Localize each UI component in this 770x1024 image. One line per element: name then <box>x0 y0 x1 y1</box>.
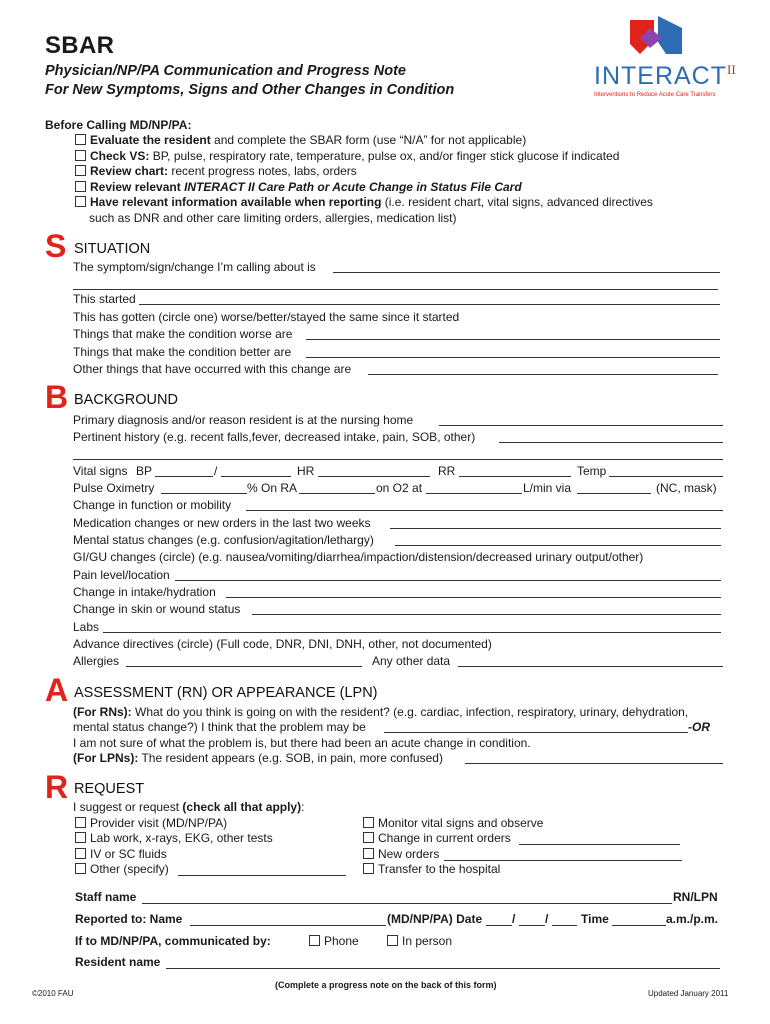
situation-symptom-field-2[interactable] <box>73 289 718 290</box>
logo-mark-icon <box>626 14 686 62</box>
pulseox-via-field[interactable] <box>577 493 651 494</box>
pulseox-on-o2: on O2 at <box>376 481 423 495</box>
bg-medication-field[interactable] <box>390 528 721 529</box>
vitals-bp-diastolic-field[interactable] <box>221 476 291 477</box>
request-intro: I suggest or request (check all that apply): <box>73 800 305 814</box>
staff-rnlpn: RN/LPN <box>673 890 718 904</box>
bg-pain-label: Pain level/location <box>73 568 170 582</box>
request-lab-work: Lab work, x-rays, EKG, other tests <box>75 831 273 846</box>
time-ampm: a.m./p.m. <box>666 912 719 926</box>
checkbox[interactable] <box>309 935 320 946</box>
situation-better-field[interactable] <box>306 357 720 358</box>
request-monitor-vitals: Monitor vital signs and observe <box>363 816 543 831</box>
bg-mental-label: Mental status changes (e.g. confusion/agitation/lethargy) <box>73 533 374 547</box>
bg-mental-field[interactable] <box>395 545 721 546</box>
situation-other-field[interactable] <box>368 374 718 375</box>
bg-otherdata-field[interactable] <box>458 666 723 667</box>
background-history-label: Pertinent history (e.g. recent falls,fever, decreased intake, pain, SOB, other) <box>73 430 476 444</box>
before-continuation: such as DNR and other care limiting orders, allergies, medication list) <box>89 211 457 225</box>
time-field[interactable] <box>612 925 666 926</box>
page-title: SBAR <box>45 32 115 59</box>
resident-name-label: Resident name <box>75 955 161 969</box>
request-change-orders-field[interactable] <box>519 844 680 845</box>
checkbox[interactable] <box>75 150 86 161</box>
before-item-1: Evaluate the resident and complete the SBAR form (use “N/A” for not applicable) <box>75 133 526 148</box>
request-iv-fluids: IV or SC fluids <box>75 847 167 862</box>
pulseox-o2-field[interactable] <box>299 493 375 494</box>
background-history-field[interactable] <box>499 442 723 443</box>
request-new-orders: New orders <box>363 847 439 862</box>
communicated-label: If to MD/NP/PA, communicated by: <box>75 934 271 948</box>
request-change-orders: Change in current orders <box>363 831 511 846</box>
date-slash-2: / <box>545 912 549 926</box>
footer-updated: Updated January 2011 <box>648 989 729 998</box>
checkbox[interactable] <box>75 848 86 859</box>
pulseox-ra-field[interactable] <box>161 493 247 494</box>
situation-symptom-field[interactable] <box>333 272 720 273</box>
bg-allergies-field[interactable] <box>126 666 362 667</box>
background-heading: BACKGROUND <box>74 392 178 408</box>
assessment-lpn-field[interactable] <box>465 763 723 764</box>
section-letter-r: R <box>45 769 69 805</box>
bg-skin-label: Change in skin or wound status <box>73 602 241 616</box>
vitals-temp-field[interactable] <box>609 476 723 477</box>
bg-otherdata-label: Any other data <box>372 654 451 668</box>
bg-labs-label: Labs <box>73 620 100 634</box>
vitals-rr-label: RR <box>438 464 456 478</box>
checkbox[interactable] <box>363 848 374 859</box>
time-label: Time <box>581 912 609 926</box>
request-new-orders-field[interactable] <box>444 860 682 861</box>
bg-labs-field[interactable] <box>103 632 721 633</box>
situation-gotten: This has gotten (circle one) worse/better/stayed the same since it started <box>73 310 460 324</box>
checkbox[interactable] <box>363 817 374 828</box>
assessment-unsure: I am not sure of what the problem is, but there had been an acute change in condition. <box>73 736 531 750</box>
request-other-field[interactable] <box>178 875 346 876</box>
vitals-hr-label: HR <box>297 464 315 478</box>
background-history-field-2[interactable] <box>73 459 723 460</box>
checkbox[interactable] <box>75 817 86 828</box>
assessment-problem-field[interactable] <box>384 732 688 733</box>
pulseox-lmin-field[interactable] <box>426 493 522 494</box>
situation-started-field[interactable] <box>139 304 720 305</box>
pulseox-nc: (NC, mask) <box>656 481 717 495</box>
subtitle-line-1: Physician/NP/PA Communication and Progress Note <box>45 63 406 79</box>
situation-worse-label: Things that make the condition worse are <box>73 327 293 341</box>
request-provider-visit: Provider visit (MD/NP/PA) <box>75 816 227 831</box>
checkbox[interactable] <box>363 863 374 874</box>
bg-function-field[interactable] <box>246 510 723 511</box>
vitals-bp-label: BP <box>136 464 153 478</box>
before-item-5: Have relevant information available when reporting (i.e. resident chart, vital signs, advanced directives <box>75 195 653 210</box>
checkbox[interactable] <box>363 832 374 843</box>
bg-intake-field[interactable] <box>226 597 721 598</box>
communicated-phone: Phone <box>309 934 359 949</box>
subtitle-line-2: For New Symptoms, Signs and Other Changes in Condition <box>45 82 455 98</box>
situation-heading: SITUATION <box>74 241 151 257</box>
bg-gigu-label: GI/GU changes (circle) (e.g. nausea/vomiting/diarrhea/impaction/distension/decreased urinary output/other) <box>73 550 644 564</box>
before-item-3: Review chart: recent progress notes, labs, orders <box>75 164 357 179</box>
situation-symptom-label: The symptom/sign/change I’m calling about is <box>73 260 316 274</box>
staff-name-field[interactable] <box>142 903 672 904</box>
assessment-rn-line-2: mental status change?) I think that the problem may be <box>73 720 366 734</box>
bg-skin-field[interactable] <box>252 614 721 615</box>
request-other: Other (specify) <box>75 862 169 877</box>
checkbox[interactable] <box>387 935 398 946</box>
assessment-heading: ASSESSMENT (RN) OR APPEARANCE (LPN) <box>74 685 378 701</box>
situation-worse-field[interactable] <box>306 339 720 340</box>
logo-superscript: II <box>727 62 736 77</box>
bg-advance-label: Advance directives (circle) (Full code, DNR, DNI, DNH, other, not documented) <box>73 637 492 651</box>
resident-name-field[interactable] <box>166 968 720 969</box>
vitals-label: Vital signs <box>73 464 128 478</box>
date-month-field[interactable] <box>486 925 512 926</box>
pulseox-label: Pulse Oximetry <box>73 481 155 495</box>
footer-note: (Complete a progress note on the back of this form) <box>275 980 497 990</box>
bg-intake-label: Change in intake/hydration <box>73 585 216 599</box>
reported-date-label: (MD/NP/PA) Date <box>387 912 483 926</box>
date-year-field[interactable] <box>552 925 577 926</box>
assessment-lpn-line: (For LPNs): The resident appears (e.g. SOB, in pain, more confused) <box>73 751 443 765</box>
date-slash-1: / <box>512 912 516 926</box>
situation-better-label: Things that make the condition better are <box>73 345 292 359</box>
bg-medication-label: Medication changes or new orders in the last two weeks <box>73 516 371 530</box>
vitals-bp-slash: / <box>214 464 218 478</box>
date-day-field[interactable] <box>519 925 545 926</box>
checkbox[interactable] <box>75 863 86 874</box>
checkbox[interactable] <box>75 165 86 176</box>
bg-function-label: Change in function or mobility <box>73 498 232 512</box>
section-letter-b: B <box>45 379 69 415</box>
assessment-rn-line: (For RNs): What do you think is going on with the resident? (e.g. cardiac, infection, respiratory, urinary, dehydration, <box>73 705 689 719</box>
pulseox-on-ra: % On RA <box>247 481 298 495</box>
before-heading: Before Calling MD/NP/PA: <box>45 118 192 132</box>
footer-copyright: ©2010 FAU <box>32 989 74 998</box>
checkbox[interactable] <box>75 832 86 843</box>
logo-text: INTERACT <box>594 62 727 90</box>
vitals-temp-label: Temp <box>577 464 607 478</box>
vitals-rr-field[interactable] <box>459 476 571 477</box>
section-letter-a: A <box>45 672 69 708</box>
vitals-hr-field[interactable] <box>318 476 430 477</box>
reported-to-field[interactable] <box>190 925 386 926</box>
staff-name-label: Staff name <box>75 890 137 904</box>
interact-logo <box>592 14 736 99</box>
request-transfer: Transfer to the hospital <box>363 862 500 877</box>
checkbox[interactable] <box>75 181 86 192</box>
section-letter-s: S <box>45 228 67 264</box>
pulseox-lmin-via: L/min via <box>523 481 572 495</box>
communicated-in-person: In person <box>387 934 452 949</box>
vitals-bp-systolic-field[interactable] <box>155 476 213 477</box>
bg-pain-field[interactable] <box>175 580 721 581</box>
checkbox[interactable] <box>75 134 86 145</box>
logo-tagline: Interventions to Reduce Acute Care Transfers <box>594 92 716 98</box>
situation-other-label: Other things that have occurred with this change are <box>73 362 352 376</box>
before-item-4: Review relevant INTERACT II Care Path or Acute Change in Status File Card <box>75 180 522 195</box>
background-primary-label: Primary diagnosis and/or reason resident is at the nursing home <box>73 413 414 427</box>
request-heading: REQUEST <box>74 781 145 797</box>
background-primary-field[interactable] <box>439 425 723 426</box>
before-item-2: Check VS: BP, pulse, respiratory rate, temperature, pulse ox, and/or finger stick glucose if indicated <box>75 149 619 164</box>
bg-allergies-label: Allergies <box>73 654 120 668</box>
logo-wordmark <box>594 62 736 91</box>
assessment-or: -OR <box>688 720 710 734</box>
reported-to-label: Reported to: Name <box>75 912 183 926</box>
checkbox[interactable] <box>75 196 86 207</box>
situation-started-label: This started <box>73 292 136 306</box>
